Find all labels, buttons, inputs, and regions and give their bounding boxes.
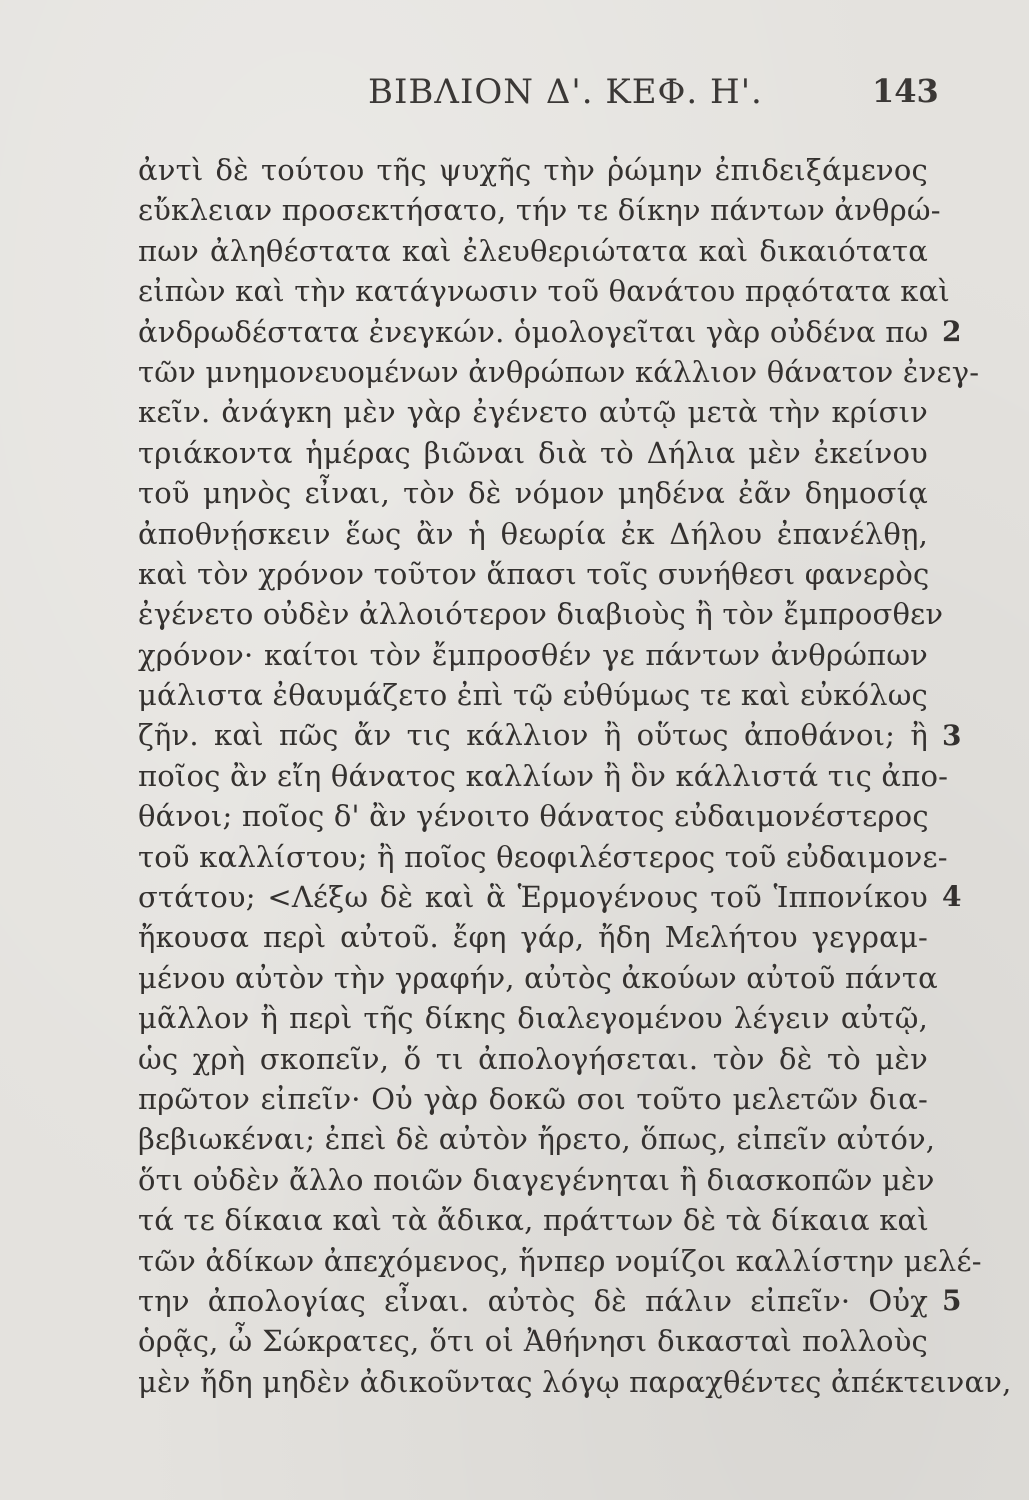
text-line: τοῦ καλλίστου; ἢ ποῖος θεοφιλέστερος τοῦ εὐδαιμονε- (138, 839, 948, 874)
text-line: ἤκουσα περὶ αὐτοῦ. ἔφη γάρ, ἤδη Μελήτου γεγραμ- (138, 920, 928, 955)
text-line: τοῦ μηνὸς εἶναι, τὸν δὲ νόμον μηδένα ἐᾶν δημοσίᾳ (138, 476, 928, 511)
page-header (0, 72, 1029, 122)
text-line: τά τε δίκαια καὶ τὰ ἄδικα, πράττων δὲ τὰ δίκαια καὶ (138, 1203, 929, 1238)
text-line: ὡς χρὴ σκοπεῖν, ὅ τι ἀπολογήσεται. τὸν δὲ τὸ μὲν (138, 1041, 928, 1076)
text-line: τῶν ἀδίκων ἀπεχόμενος, ἥνπερ νομίζοι καλλίστην μελέ- (138, 1243, 982, 1278)
text-line: ποῖος ἂν εἴη θάνατος καλλίων ἢ ὃν κάλλιστά τις ἀπο- (138, 758, 949, 793)
text-line: μάλιστα ἐθαυμάζετο ἐπὶ τῷ εὐθύμως τε καὶ εὐκόλως (138, 678, 928, 713)
text-line: βεβιωκέναι; ἐπεὶ δὲ αὐτὸν ἤρετο, ὅπως, εἰπεῖν αὐτόν, (138, 1122, 936, 1157)
text-line: ὁρᾷς, ὦ Σώκρατες, ὅτι οἱ Ἀθήνησι δικασταὶ πολλοὺς (138, 1324, 928, 1359)
section-number: 3 (942, 718, 962, 752)
page-number: 143 (872, 72, 939, 110)
text-line: εὔκλειαν προσεκτήσατο, τήν τε δίκην πάντων ἀνθρώ- (138, 193, 941, 228)
text-line: μένου αὐτὸν τὴν γραφήν, αὐτὸς ἀκούων αὐτοῦ πάντα (138, 960, 938, 995)
text-line: θάνοι; ποῖος δ' ἂν γένοιτο θάνατος εὐδαιμονέστερος (138, 799, 929, 834)
text-line: κεῖν. ἀνάγκη μὲν γὰρ ἐγένετο αὐτῷ μετὰ τὴν κρίσιν (138, 395, 928, 430)
text-line: χρόνον· καίτοι τὸν ἔμπροσθέν γε πάντων ἀνθρώπων (138, 637, 928, 672)
body-text (138, 150, 1012, 1402)
text-line: την ἀπολογίας εἶναι. αὐτὸς δὲ πάλιν εἰπεῖν· Οὐχ (138, 1283, 928, 1318)
text-line: τῶν μνημονευομένων ἀνθρώπων κάλλιον θάνατον ἐνεγ- (138, 354, 980, 389)
section-number: 4 (942, 880, 962, 914)
text-line: τριάκοντα ἡμέρας βιῶναι διὰ τὸ Δήλια μὲν ἐκείνου (138, 435, 928, 470)
text-line: πρῶτον εἰπεῖν· Οὐ γὰρ δοκῶ σοι τοῦτο μελετῶν δια- (138, 1081, 928, 1116)
text-line: πων ἀληθέστατα καὶ ἐλευθεριώτατα καὶ δικαιότατα (138, 233, 928, 268)
text-line: ἀνδρωδέστατα ἐνεγκών. ὁμολογεῖται γὰρ οὐδένα πω (138, 314, 929, 349)
text-line: ὅτι οὐδὲν ἄλλο ποιῶν διαγεγένηται ἢ διασκοπῶν μὲν (138, 1162, 935, 1197)
text-line: στάτου; <Λέξω δὲ καὶ ἃ Ἑρμογένους τοῦ Ἱππονίκου (138, 880, 928, 915)
text-line: μᾶλλον ἢ περὶ τῆς δίκης διαλεγομένου λέγειν αὐτῷ, (138, 1001, 928, 1036)
text-line: ἀντὶ δὲ τούτου τῆς ψυχῆς τὴν ῥώμην ἐπιδειξάμενος (138, 153, 928, 187)
text-line: ζῆν. καὶ πῶς ἄν τις κάλλιον ἢ οὕτως ἀποθάνοι; ἢ (138, 718, 928, 753)
text-line: ἀποθνῄσκειν ἕως ἂν ἡ θεωρία ἐκ Δήλου ἐπανέλθῃ, (138, 516, 928, 551)
text-line: ἐγένετο οὐδὲν ἀλλοιότερον διαβιοὺς ἢ τὸν ἔμπροσθεν (138, 597, 944, 632)
text-line: καὶ τὸν χρόνον τοῦτον ἅπασι τοῖς συνήθεσι φανερὸς (138, 556, 930, 591)
text-line: μὲν ἤδη μηδὲν ἀδικοῦντας λόγῳ παραχθέντες ἀπέκτειναν, (138, 1364, 1012, 1399)
section-number: 5 (942, 1284, 962, 1318)
text-line: εἰπὼν καὶ τὴν κατάγνωσιν τοῦ θανάτου πρᾳότατα καὶ (138, 274, 950, 309)
running-head: ΒΙΒΛΙΟΝ Δ'. ΚΕΦ. Η'. (368, 72, 763, 112)
section-number: 2 (942, 314, 962, 348)
